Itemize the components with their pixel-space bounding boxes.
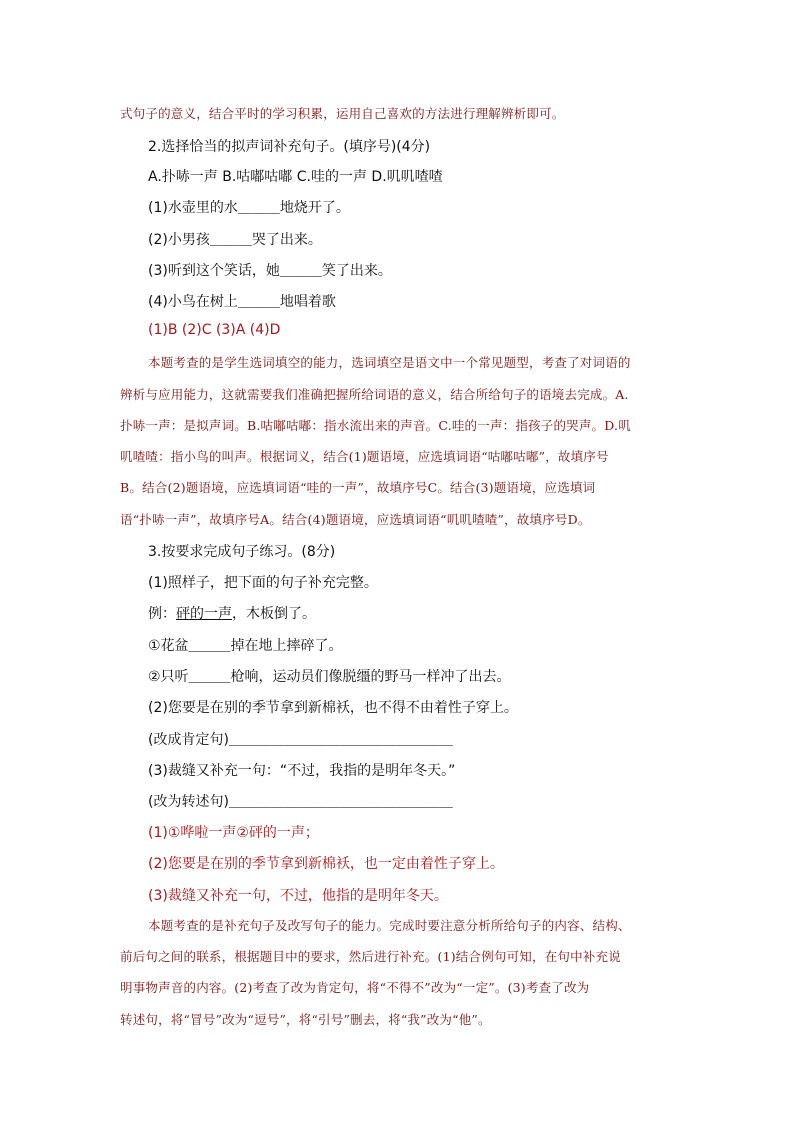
explanation-tail: 式句子的意义，结合平时的学习积累，运用自己喜欢的方法进行理解辨析即可。 <box>120 106 565 121</box>
example-underlined: 砰的一声 <box>176 606 232 622</box>
question-2-item-1: (1)水壶里的水＿＿＿地烧开了。 <box>148 200 350 216</box>
question-2-item-4: (4)小鸟在树上＿＿＿地唱着歌 <box>148 294 336 310</box>
question-2-explanation-4: 叽喳喳：指小鸟的叫声。根据词义，结合(1)题语境，应选填词语“咕嘟咕嘟”，故填序号 <box>120 449 609 464</box>
question-2-explanation-3: 扑哧一声：是拟声词。B.咕嘟咕嘟：指水流出来的声音。C.哇的一声：指孩子的哭声。D.叽 <box>120 418 631 433</box>
question-3-part-3: (3)裁缝又补充一句：“不过，我指的是明年冬天。” <box>148 763 456 779</box>
example-suffix: ，木板倒了。 <box>232 606 316 622</box>
example-prefix: 例： <box>148 606 176 622</box>
question-2-explanation-1: 本题考查的是学生选词填空的能力，选词填空是语文中一个常见题型，考查了对词语的 <box>148 355 631 370</box>
question-3-title: 3.按要求完成句子练习。(8分) <box>148 544 336 560</box>
question-2-item-2: (2)小男孩＿＿＿哭了出来。 <box>148 232 322 248</box>
question-2-options: A.扑哧一声 B.咕嘟咕嘟 C.哇的一声 D.叽叽喳喳 <box>148 169 443 185</box>
question-2-explanation-6: 语“扑哧一声”，故填序号A。结合(4)题语境，应选填词语“叽叽喳喳”，故填序号D。 <box>120 512 591 527</box>
question-3-answer-3: (3)裁缝又补充一句，不过，他指的是明年冬天。 <box>148 888 448 904</box>
question-3-explanation-1: 本题考查的是补充句子及改写句子的能力。完成时要注意分析所给句子的内容、结构、 <box>148 918 631 933</box>
question-2-title: 2.选择恰当的拟声词补充句子。(填序号)(4分) <box>148 139 431 155</box>
question-2-explanation-2: 辨析与应用能力，这就需要我们准确把握所给词语的意义，结合所给句子的语境去完成。A. <box>120 387 629 402</box>
question-2-explanation-5: B。结合(2)题语境，应选填词语“哇的一声”，故填序号C。结合(3)题语境，应选填词 <box>120 480 596 495</box>
question-3-answer-1: (1)①哗啦一声②砰的一声； <box>148 825 319 841</box>
question-3-explanation-2: 前后句之间的联系，根据题目中的要求，然后进行补充。(1)结合例句可知，在句中补充说 <box>120 949 621 964</box>
question-3-explanation-3: 明事物声音的内容。(2)考查了改为肯定句，将“不得不”改为“一定”。(3)考查了改为 <box>120 980 590 995</box>
question-3-part-3-instruction: (改为转述句)＿＿＿＿＿＿＿＿＿＿＿＿＿＿＿＿ <box>148 794 453 810</box>
question-3-explanation-4: 转述句，将“冒号”改为“逗号”，将“引号”删去，将“我”改为“他”。 <box>120 1012 491 1027</box>
question-3-answer-2: (2)您要是在别的季节拿到新棉袄，也一定由着性子穿上。 <box>148 856 504 872</box>
question-3-part-2: (2)您要是在别的季节拿到新棉袄，也不得不由着性子穿上。 <box>148 700 518 716</box>
question-3-blank-1: ①花盆＿＿＿掉在地上摔碎了。 <box>148 638 343 654</box>
question-2-item-3: (3)听到这个笑话，她＿＿＿笑了出来。 <box>148 263 392 279</box>
question-3-blank-2: ②只听＿＿＿枪响，运动员们像脱缰的野马一样冲了出去。 <box>148 669 511 685</box>
question-3-example <box>148 603 316 623</box>
question-2-answer: (1)B (2)C (3)A (4)D <box>148 322 281 338</box>
question-3-part-2-instruction: (改成肯定句)＿＿＿＿＿＿＿＿＿＿＿＿＿＿＿＿ <box>148 732 453 748</box>
question-3-part-1: (1)照样子，把下面的句子补充完整。 <box>148 575 378 591</box>
